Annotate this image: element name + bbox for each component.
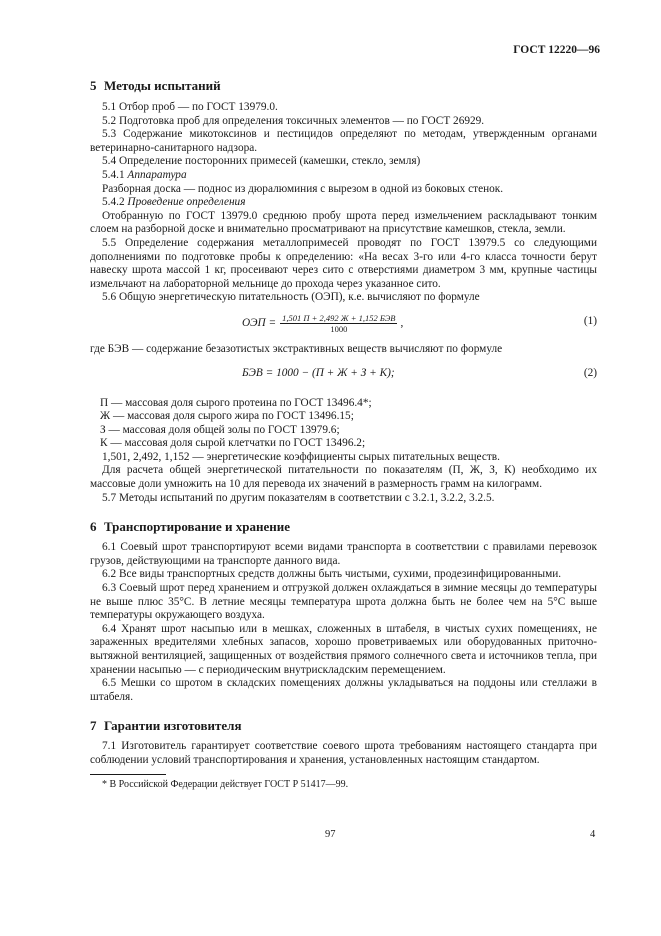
definition-ash: З — массовая доля общей золы по ГОСТ 13979.6;: [100, 423, 340, 436]
para-5-5: 5.5 Определение содержания металлопримесей проводят по ГОСТ 13979.5 со следующими дополнениями по подготовке пробы к определению: «На весах 3-го или 4-го класса точности берут навеску шрота массой 1 кг, просеивают через сито с отверстиями диаметром 3 мм, крупные частицы измельчают на лабораторной мельнице до прохода через указанное сито.: [90, 236, 597, 290]
formula-1-number: (1): [583, 314, 597, 327]
clause-title: Проведение определения: [127, 196, 246, 209]
definition-fiber: К — массовая доля сырой клетчатки по ГОСТ 13496.2;: [100, 437, 366, 450]
formula-1-tail: ,: [400, 316, 404, 329]
formula-2-expression: БЭВ = 1000 − (П + Ж + З + К);: [242, 366, 395, 379]
clause-title: Аппаратура: [127, 168, 187, 181]
page-body: [90, 78, 597, 791]
para-6-5: 6.5 Мешки со шротом в складских помещениях должны укладываться на поддоны или стеллажи в штабеля.: [90, 677, 597, 703]
calculation-note: Для расчета общей энергетической питательности по показателям (П, Ж, З, К) необходимо их массовые доли умножить на 10 для перевода их значений в размерность грамм на килограмм.: [90, 464, 597, 491]
para-5-1: 5.1 Отбор проб — по ГОСТ 13979.0.: [102, 101, 278, 113]
section-number: 6: [90, 519, 97, 535]
para-5-4: 5.4 Определение посторонних примесей (камешки, стекло, земля): [102, 155, 421, 168]
para-5-4-1-text: Разборная доска — поднос из дюралюминия с вырезом в одной из боковых стенок.: [102, 182, 504, 195]
footnote: * В Российской Федерации действует ГОСТ Р 51417—99.: [102, 778, 349, 790]
page-number: 97: [325, 829, 336, 840]
para-6-4: 6.4 Хранят шрот насыпью или в мешках, сложенных в штабеля, в чистых сухих помещениях, не зараженных вредителями хлебных запасов, хорошо проветриваемых или оборудованных приточно-вытяжной вентиляцией, защищенных от воздействия прямого солнечного света и источников тепла, при хранении насыпью — с периодическим внутрискладским перемещением.: [90, 622, 597, 676]
para-7-1: 7.1 Изготовитель гарантирует соответствие соевого шрота требованиям настоящего стандарта при соблюдении условий транспортирования и хранения, установленных настоящим стандартом.: [90, 740, 597, 766]
section-5-heading: [90, 78, 597, 94]
formula-1: [90, 309, 597, 339]
para-5-4-2-text: Отобранную по ГОСТ 13979.0 среднюю пробу шрота перед измельчением раскладывают тонким слоем на разборной доске и внимательно просматривают на присутствие камешков, стекла, земли.: [90, 209, 597, 236]
formula-1-fraction: [280, 313, 397, 334]
sheet-number: 4: [590, 829, 596, 840]
para-6-1: 6.1 Соевый шрот транспортируют всеми видами транспорта в соответствии с правилами перевозок грузов, действующими на транспорте данного вида.: [90, 541, 597, 567]
para-5-3: 5.3 Содержание микотоксинов и пестицидов определяют по методам, утвержденным органами ветеринарно-санитарного надзора.: [90, 128, 597, 154]
section-title: Транспортирование и хранение: [104, 519, 290, 535]
para-6-2: 6.2 Все виды транспортных средств должны быть чистыми, сухими, продезинфицированными.: [102, 568, 562, 581]
formula-1-expression: [242, 313, 403, 334]
para-5-4-1: [90, 169, 597, 183]
para-6-3: 6.3 Соевый шрот перед хранением и отгрузкой должен охлаждаться в зимние месяцы до температуры не выше плюс 35°С. В летние месяцы температура шрота должна быть не более чем на 5°С выше температуры окружающего воздуха.: [90, 582, 597, 622]
section-title: Гарантии изготовителя: [104, 718, 242, 734]
para-5-6: 5.6 Общую энергетическую питательность (ОЭП), к.е. вычисляют по формуле: [102, 291, 480, 304]
clause-number: 5.4.2: [102, 196, 125, 209]
clause-number: 5.4.1: [102, 168, 125, 181]
section-7-heading: [90, 718, 597, 734]
document-header: ГОСТ 12220—96: [513, 44, 600, 56]
section-6-heading: [90, 519, 597, 535]
formula-2: [90, 365, 597, 387]
formula-1-lhs: ОЭП =: [242, 316, 277, 329]
footnote-rule: [90, 774, 166, 775]
section-number: 5: [90, 78, 97, 93]
definition-protein: П — массовая доля сырого протеина по ГОСТ 13496.4*;: [100, 396, 372, 409]
where-bev: где БЭВ — содержание безазотистых экстрактивных веществ вычисляют по формуле: [90, 342, 503, 355]
para-5-7: 5.7 Методы испытаний по другим показателям в соответствии с 3.2.1, 3.2.2, 3.2.5.: [102, 491, 495, 504]
formula-2-number: (2): [583, 366, 597, 379]
formula-1-numerator: 1,501 П + 2,492 Ж + 1,152 БЭВ: [282, 312, 396, 323]
section-title: Методы испытаний: [104, 78, 221, 93]
para-5-2: 5.2 Подготовка проб для определения токсичных элементов — по ГОСТ 26929.: [102, 114, 485, 127]
coefficients: 1,501, 2,492, 1,152 — энергетические коэффициенты сырых питательных веществ.: [102, 450, 500, 463]
section-number: 7: [90, 718, 97, 734]
formula-1-denominator: 1000: [330, 323, 348, 334]
para-5-4-2: [90, 196, 597, 210]
definition-fat: Ж — массовая доля сырого жира по ГОСТ 13496.15;: [100, 410, 354, 423]
variable-definitions: [90, 397, 597, 451]
